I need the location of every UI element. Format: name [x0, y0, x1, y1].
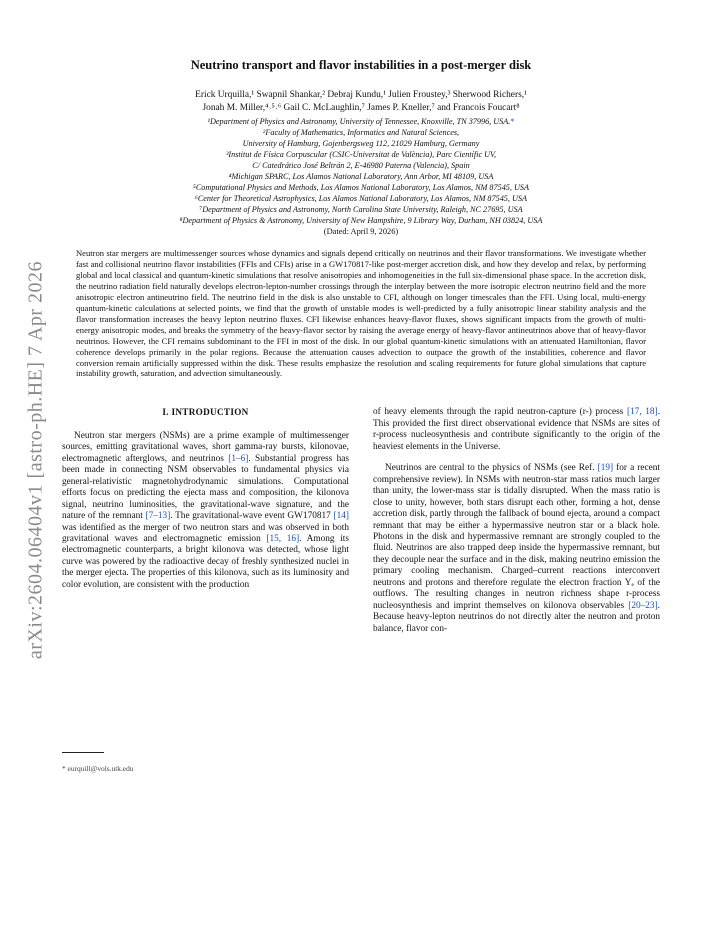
text-run: Neutron star mergers (NSMs) are a prime example of multimessenger sources, emitting gravitational waves, short gamma-ray bursts, kilonovae, electromagnetic afterglows, and neutrinos [62, 430, 349, 464]
text-run: . Substantial progress has been made in connecting NSM observables to fundamental physics via general-relativistic magnetohydrodynamic simulations. Computational efforts focus on predicting the ejecta mass and composition, the kilonova signal, neutrino luminosities, the gravitational-wave signature, and the nature of the remnant [62, 453, 349, 522]
author-line: Erick Urquilla,¹ Swapnil Shankar,² Debraj Kundu,¹ Julien Froustey,³ Sherwood Richers,¹ [195, 90, 527, 100]
affiliation-list [62, 116, 660, 226]
paragraph [62, 431, 349, 591]
text-run: was identified as the merger of two neutron stars and was observed in both gravitational waves and electromagnetic emission [62, 522, 349, 544]
affil-star-link[interactable]: * [510, 117, 515, 126]
paragraph [373, 463, 660, 635]
affiliation-line: C/ Catedrático José Beltrán 2, E-46980 Paterna (Valencia), Spain [252, 161, 470, 170]
left-column [62, 407, 349, 774]
footnote-rule [62, 752, 104, 753]
paper-title: Neutrino transport and flavor instabilities in a post-merger disk [190, 58, 532, 72]
citation-link[interactable]: [20–23] [628, 600, 658, 611]
affiliation-line: ⁶Center for Theoretical Astrophysics, Los Alamos National Laboratory, Los Alamos, NM 87545, USA [194, 194, 528, 203]
text-run: . Because heavy-lepton neutrinos do not directly alter the neutron and proton balance, flavor con- [373, 600, 660, 634]
section-heading: I. INTRODUCTION [162, 407, 249, 418]
abstract: Neutron star mergers are multimessenger sources whose dynamics and signals depend critically on neutrinos and their flavor transformations. We investigate whether fast and collisional neutrino flavor instabilities (FFIs and CFIs) arise in a GW170817-like post-merger accretion disk, and how they develop and relax, by performing global and local classical and quantum-kinetic simulations that resolve anisotropies and inhomogeneities in the full six-dimensional phase space. In the accretion disk, the neutrino radiation field naturally develops electron-lepton-number crossings through the interplay between the more isotropic electron neutrino field and the more anisotropic electron antineutrino field. The neutrino field in the disk is also unstable to CFI, although on longer timescales than the FFI. Using local, multi-energy quantum-kinetic calculations at selected points, we find that the growth of unstable modes is well-predicted by a fully anisotropic linear stability analysis and the flavor transformation increases the heavy lepton neutrino fluxes. CFI likewise enhances heavy-flavor fluxes, shows significant impacts from the growth of multi-energy anisotropic modes, and breaks the symmetry of the heavy-flavor sector by raising the average energy of heavy-flavor antineutrinos above that of heavy-flavor neutrinos. However, the CFI remains subdominant to the FFI in most of the disk. In our global quantum-kinetic simulations with an attenuated Hamiltonian, flavor coherence develops primarily in the polar regions. Because the attenuation causes advection to outpace the growth of the instabilities, coherence and flavor conversion remain artificially suppressed within the disk. These results emphasize the resolution and scaling requirements for future global simulations that capture instability growth, saturation, and advection simultaneously. [76, 248, 646, 379]
arxiv-stamp-text: arXiv:2604.06404v1 [astro-ph.HE] 7 Apr 2026 [24, 260, 47, 660]
affiliation-line: ¹Department of Physics and Astronomy, University of Tennessee, Knoxville, TN 37996, USA.* [207, 117, 515, 126]
text-run: . Among its electromagnetic counterparts, a bright kilonova was detected, whose light curve was powered by the radioactive decay of freshly synthesized nuclei in the merger ejecta. The properties of this kilonova, such as its luminosity and color evolution, are consistent with the production [62, 533, 349, 590]
citation-link[interactable]: [7–13] [145, 511, 171, 522]
footnote-email[interactable]: * eurquill@vols.utk.edu [62, 764, 134, 774]
affiliation-line: ⁴Michigan SPARC, Los Alamos National Laboratory, Ann Arbor, MI 48109, USA [228, 172, 494, 181]
affiliation-line: ²Faculty of Mathematics, Informatics and Natural Sciences, [262, 128, 460, 137]
affiliation-line: University of Hamburg, Gojenbergsweg 112, 21029 Hamburg, Germany [242, 139, 480, 148]
text-run: . This provided the first direct observational evidence that NSMs are sites of r-process nucleosynthesis and contribute significantly to the origin of the heaviest elements in the Universe. [373, 407, 661, 452]
date-line: (Dated: April 9, 2026) [323, 227, 399, 236]
author-line: Jonah M. Miller,⁴˒⁵˒⁶ Gail C. McLaughlin,⁷ James P. Kneller,⁷ and Francois Foucart⁸ [202, 103, 520, 113]
paragraph [373, 407, 660, 453]
text-run: Neutrinos are central to the physics of NSMs (see Ref. [385, 463, 598, 474]
author-list [62, 89, 660, 115]
text-run: of heavy elements through the rapid neutron-capture (r-) process [373, 407, 627, 418]
arxiv-stamp [6, 180, 66, 740]
affiliation-line: ⁷Department of Physics and Astronomy, North Carolina State University, Raleigh, NC 27695, USA [199, 205, 523, 214]
citation-link[interactable]: [19] [597, 463, 614, 474]
text-run: . The gravitational-wave event GW170817 [170, 511, 334, 522]
affiliation-line: ³Institut de Física Corpuscular (CSIC-Universitat de València), Parc Científic UV, [225, 150, 497, 159]
citation-link[interactable]: [17, 18] [626, 407, 658, 418]
paper-page [62, 58, 660, 827]
affiliation-line: ⁵Computational Physics and Methods, Los Alamos National Laboratory, Los Alamos, NM 87545, USA [193, 183, 529, 192]
affiliation-line: ⁸Department of Physics & Astronomy, University of New Hampshire, 9 Library Way, Durham, NH 03824, USA [179, 216, 543, 225]
body-columns [62, 407, 660, 827]
citation-link[interactable]: [1–6] [228, 453, 249, 464]
text-run: for a recent comprehensive review). In NSMs with neutron-star mass ratios much larger than unity, the lower-mass star is tidally disrupted. When the mass ratio is close to unity, however, both stars disrupt each other, forming a hot, dense accretion disk, partly through the fallback of bound ejecta, around a compact remnant that may be either a hypermassive neutron star or a black hole. Photons in the disk and hypermassive remnant are strongly coupled to the fluid. Neutrinos are also trapped deep inside the hypermassive remnant, but they decouple near the surface and in the disk, making neutrino emission the primary cooling mechanism. Charged–current reactions interconvert neutrons and protons and therefore regulate the electron fraction Yₑ of the outflows. The resulting changes in neutron richness shape r-process nucleosynthesis and imprint themselves on kilonova observables [373, 463, 660, 611]
right-column [373, 407, 660, 645]
citation-link[interactable]: [14] [333, 511, 349, 522]
citation-link[interactable]: [15, 16] [266, 533, 300, 544]
